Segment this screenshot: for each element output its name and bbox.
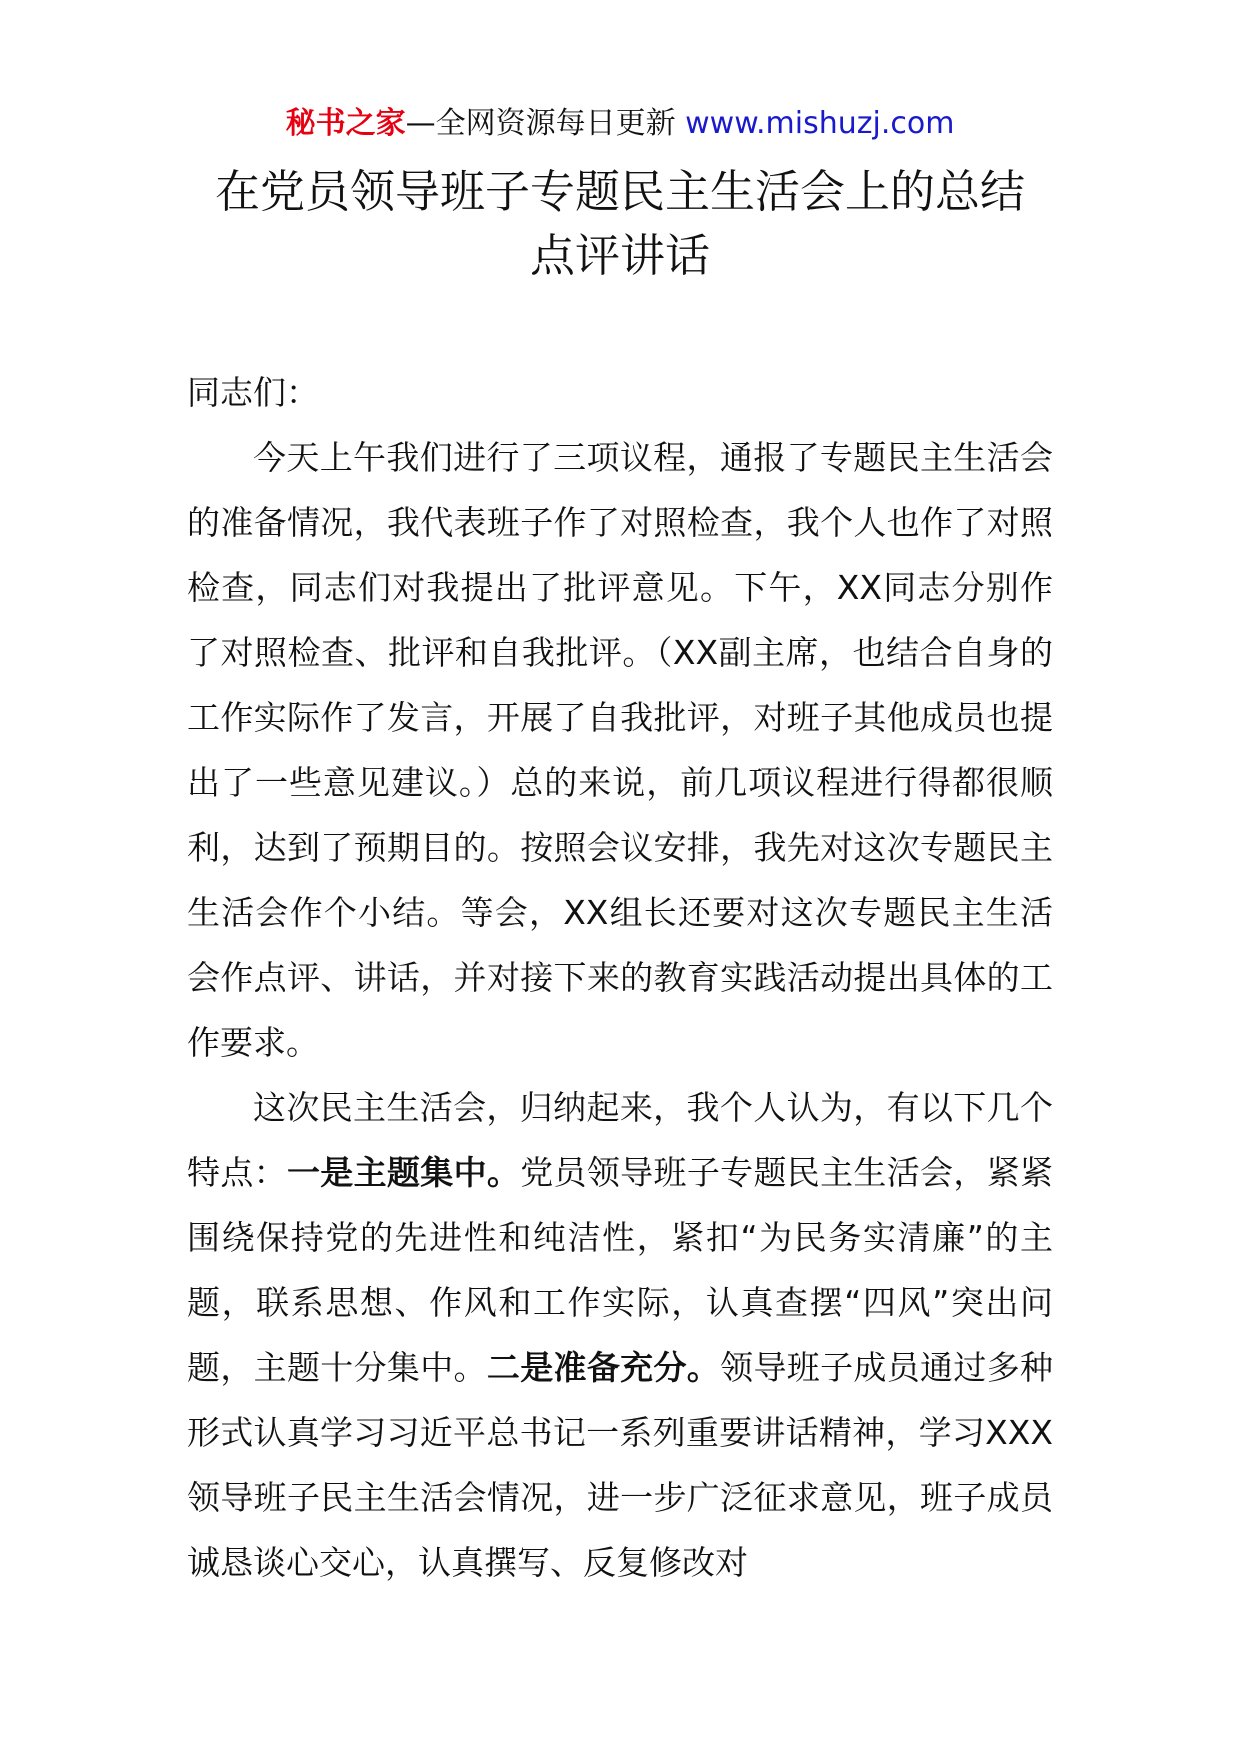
paragraph-2-intro: 这次民主生活会，归纳起来，我个人认为，有以下几个特点： xyxy=(187,1088,1053,1192)
document-title xyxy=(150,160,1090,288)
title-line-2: 点评讲话 xyxy=(529,229,710,282)
point-2-heading: 二是准备充分。 xyxy=(486,1348,721,1387)
paragraph-1: 今天上午我们进行了三项议程，通报了专题民主生活会的准备情况，我代表班子作了对照检查，我个人也作了对照检查，同志们对我提出了批评意见。下午，XX同志分别作了对照检查、批评和自我批评。（XX副主席，也结合自身的工作实际作了发言，开展了自我批评，对班子其他成员也提出了一些意见建议。）总的来说，前几项议程进行得都很顺利，达到了预期目的。按照会议安排，我先对这次专题民主生活会作个小结。等会，XX组长还要对这次专题民主生活会作点评、讲话，并对接下来的教育实践活动提出具体的工作要求。 xyxy=(187,438,1053,1062)
paragraph-2 xyxy=(187,1075,1053,1595)
site-url-link[interactable]: www.mishuzj.com xyxy=(685,106,955,141)
site-header xyxy=(0,102,1240,146)
point-1-text: 党员领导班子专题民主生活会，紧紧围绕保持党的先进性和纯洁性，紧扣“为民务实清廉”的主题，联系思想、作风和工作实际，认真查摆“四风”突出问题，主题十分集中。 xyxy=(187,1153,1054,1387)
header-tagline: —全网资源每日更新 xyxy=(405,106,676,141)
greeting: 同志们： xyxy=(187,373,319,412)
brand-name: 秘书之家 xyxy=(285,106,406,141)
point-1-heading: 一是主题集中。 xyxy=(286,1153,521,1192)
document-body xyxy=(187,360,1053,1595)
point-2-text: 领导班子成员通过多种形式认真学习习近平总书记一系列重要讲话精神，学习XXX领导班子民主生活会情况，进一步广泛征求意见，班子成员诚恳谈心交心，认真撰写、反复修改对 xyxy=(187,1348,1054,1582)
title-line-1: 在党员领导班子专题民主生活会上的总结 xyxy=(214,165,1025,218)
